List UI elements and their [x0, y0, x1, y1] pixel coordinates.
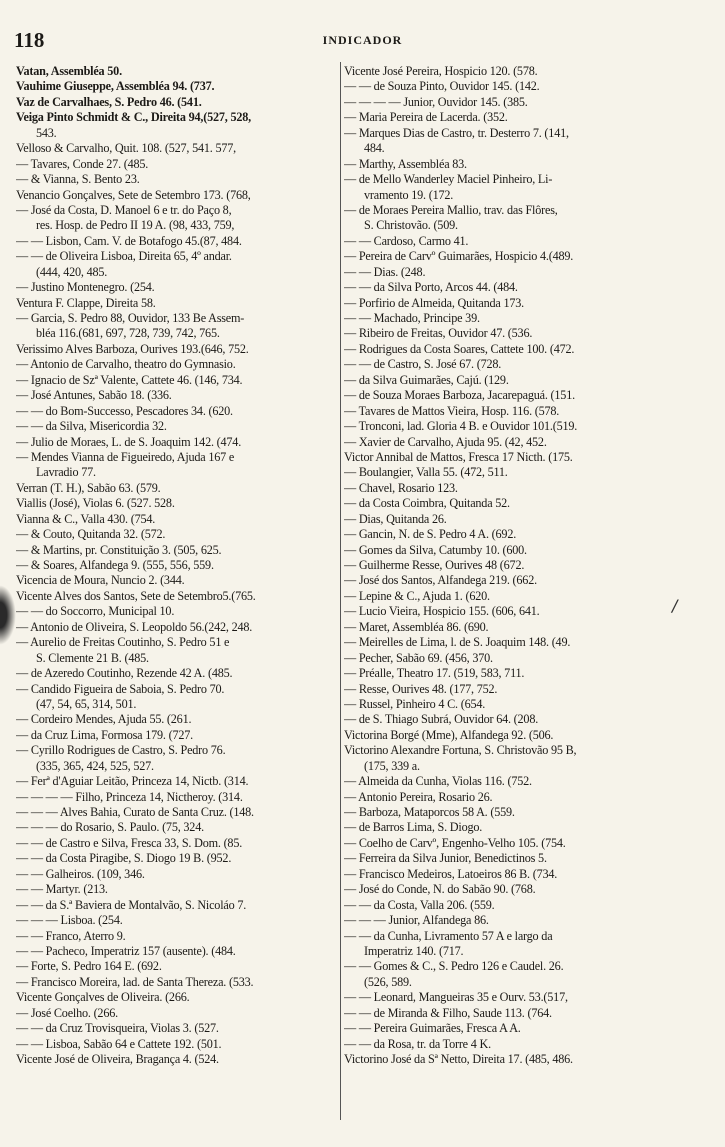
directory-entry-line: — — do Bom-Successo, Pescadores 34. (620.: [16, 403, 233, 418]
directory-entry-line: res. Hosp. de Pedro II 19 A. (98, 433, 759,: [36, 218, 235, 233]
directory-entry-line: Victorina Borgé (Mme), Alfandega 92. (506.: [344, 727, 554, 742]
directory-entry-line: — — — do Rosario, S. Paulo. (75, 324.: [16, 820, 204, 835]
directory-entry-line: — José Antunes, Sabão 18. (336.: [16, 388, 172, 403]
directory-entry-line: — Chavel, Rosario 123.: [344, 480, 458, 495]
directory-entry-line: — Maret, Assembléa 86. (690.: [344, 619, 489, 634]
directory-entry-line: — Ferª d'Aguiar Leitão, Princeza 14, Nictb. (314.: [16, 774, 249, 789]
directory-entry-line: — Tronconi, lad. Gloria 4 B. e Ouvidor 101.(519.: [344, 419, 578, 434]
left-column: [16, 64, 338, 1067]
directory-entry-line: vramento 19. (172.: [364, 187, 454, 202]
directory-entry-line: Vianna & C., Valla 430. (754.: [16, 511, 156, 526]
directory-entry-line: S. Clemente 21 B. (485.: [36, 650, 149, 665]
directory-entry-line: — Gancin, N. de S. Pedro 4 A. (692.: [344, 527, 517, 542]
directory-entry-line: — Cordeiro Mendes, Ajuda 55. (261.: [16, 712, 192, 727]
directory-entry-line: — Antonio de Carvalho, theatro do Gymnasio.: [16, 357, 236, 372]
binding-blot: [0, 585, 16, 645]
directory-entry-line: Victorino José da Sª Netto, Direita 17. (485, 486.: [344, 1052, 573, 1066]
directory-entry-line: — — Cardoso, Carmo 41.: [344, 233, 469, 248]
directory-entry-line: — — da Rosa, tr. da Torre 4 K.: [344, 1036, 491, 1051]
directory-entry-line: S. Christovão. (509.: [364, 218, 458, 233]
directory-entry-line: — — Galheiros. (109, 346.: [16, 866, 145, 881]
directory-entry-line: — da Cruz Lima, Formosa 179. (727.: [16, 727, 194, 742]
directory-entry-line: — — do Soccorro, Municipal 10.: [16, 604, 175, 619]
directory-entry-line: — — — — Filho, Princeza 14, Nictheroy. (314.: [16, 789, 243, 804]
directory-entry-line: Venancio Gonçalves, Sete de Setembro 173. (768,: [16, 187, 251, 202]
directory-entry-line: — Porfirio de Almeida, Quitanda 173.: [344, 295, 524, 310]
directory-entry-line: — Ferreira da Silva Junior, Benedictinos 5.: [344, 851, 547, 866]
directory-entry-line: Imperatriz 140. (717.: [364, 943, 464, 958]
directory-entry-line: (335, 365, 424, 525, 527.: [36, 758, 154, 773]
directory-entry-line: Verissimo Alves Barboza, Ourives 193.(646, 752.: [16, 341, 249, 356]
directory-entry-line: Vicente José Pereira, Hospicio 120. (578.: [344, 64, 538, 78]
directory-entry-line: — — Machado, Principe 39.: [344, 311, 480, 325]
directory-entry-line: 484.: [364, 141, 385, 156]
directory-entry-line: — — da S.ª Baviera de Montalvão, S. Nicoláo 7.: [16, 897, 247, 912]
directory-entry-line: — Meirelles de Lima, l. de S. Joaquim 148. (49.: [344, 635, 571, 650]
directory-entry-line: — Tavares de Mattos Vieira, Hosp. 116. (578.: [344, 403, 560, 418]
directory-entry-line: (526, 589.: [364, 974, 412, 989]
directory-entry-line: — Resse, Ourives 48. (177, 752.: [344, 681, 498, 696]
directory-entry-line: — Antonio Pereira, Rosario 26.: [344, 789, 493, 804]
directory-entry-line: — de Barros Lima, S. Diogo.: [344, 820, 483, 835]
directory-entry-line: — da Costa Coimbra, Quitanda 52.: [344, 496, 510, 511]
directory-entry-line: — Maria Pereira de Lacerda. (352.: [344, 110, 508, 125]
directory-entry-line: — Boulangier, Valla 55. (472, 511.: [344, 465, 508, 480]
page-header: [14, 28, 711, 52]
directory-entry-line: — Ribeiro de Freitas, Ouvidor 47. (536.: [344, 326, 533, 341]
directory-entry-line: — — — — Junior, Ouvidor 145. (385.: [344, 94, 528, 109]
directory-entry-line: — Guilherme Resse, Ourives 48 (672.: [344, 558, 525, 572]
page-number: 118: [14, 28, 45, 52]
directory-entry-line: — da Silva Guimarães, Cajú. (129.: [344, 372, 509, 387]
directory-entry-line: Verran (T. H.), Sabão 63. (579.: [16, 480, 161, 495]
directory-entry-line: — Ignacio de Szª Valente, Cattete 46. (146, 734.: [16, 372, 243, 387]
directory-entry-line: — & Couto, Quitanda 32. (572.: [16, 527, 166, 542]
directory-entry-line: — de Mello Wanderley Maciel Pinheiro, Li-: [344, 172, 553, 187]
directory-entry-line: Vicente José de Oliveira, Bragança 4. (524.: [16, 1052, 219, 1066]
directory-entry-line: — — de Castro e Silva, Fresca 33, S. Dom. (85.: [16, 835, 243, 850]
directory-entry-line: — de S. Thiago Subrá, Ouvidor 64. (208.: [344, 712, 539, 727]
directory-entry-line: Vatan, Assembléa 50.: [16, 64, 122, 78]
directory-entry-line: — Lucio Vieira, Hospicio 155. (606, 641.: [344, 604, 540, 619]
directory-entry-line: — — da Cunha, Livramento 57 A e largo da: [344, 928, 553, 943]
directory-entry-line: — Barboza, Mataporcos 58 A. (559.: [344, 805, 515, 819]
directory-entry-line: — Forte, S. Pedro 164 E. (692.: [16, 959, 162, 974]
directory-entry-line: Vicente Gonçalves de Oliveira. (266.: [16, 990, 190, 1005]
directory-entry-line: Viallis (José), Violas 6. (527. 528.: [16, 496, 175, 511]
directory-entry-line: — Coelho de Carvº, Engenho-Velho 105. (754.: [344, 835, 566, 850]
directory-entry-line: Vaz de Carvalhaes, S. Pedro 46. (541.: [16, 94, 202, 109]
directory-entry-line: 543.: [36, 125, 57, 140]
directory-entry-line: — Mendes Vianna de Figueiredo, Ajuda 167 e: [16, 449, 235, 464]
directory-entry-line: bléa 116.(681, 697, 728, 739, 742, 765.: [36, 326, 220, 341]
directory-entry-line: — — da Silva, Misericordia 32.: [16, 419, 167, 434]
directory-entry-line: — — de Oliveira Lisboa, Direita 65, 4º andar.: [16, 249, 232, 264]
directory-entry-line: Victor Annibal de Mattos, Fresca 17 Nicth. (175.: [344, 449, 573, 464]
directory-entry-line: Vicencia de Moura, Nuncio 2. (344.: [16, 573, 185, 588]
pencil-mark: /: [672, 596, 678, 615]
directory-entry-line: — — da Costa, Valla 206. (559.: [344, 897, 495, 912]
directory-entry-line: — — Lisbon, Cam. V. de Botafogo 45.(87, 484.: [16, 233, 242, 248]
directory-entry-line: — Francisco Medeiros, Latoeiros 86 B. (734.: [344, 866, 558, 881]
directory-entry-line: — Xavier de Carvalho, Ajuda 95. (42, 452.: [344, 434, 547, 449]
directory-entry-line: — & Soares, Alfandega 9. (555, 556, 559.: [16, 558, 214, 572]
directory-entry-line: — & Vianna, S. Bento 23.: [16, 172, 140, 187]
directory-entry-line: (175, 339 a.: [364, 758, 420, 773]
directory-entry-line: — Pecher, Sabão 69. (456, 370.: [344, 650, 493, 665]
directory-entry-line: — Dias, Quitanda 26.: [344, 511, 447, 526]
directory-entry-line: — Rodrigues da Costa Soares, Cattete 100. (472.: [344, 341, 575, 356]
directory-entry-line: — Marques Dias de Castro, tr. Desterro 7. (141,: [344, 125, 569, 140]
directory-entry-line: — Candido Figueira de Saboia, S. Pedro 70.: [16, 681, 225, 696]
directory-entry-line: — Marthy, Assembléa 83.: [344, 156, 467, 171]
directory-entry-line: — José da Costa, D. Manoel 6 e tr. do Paço 8,: [16, 202, 232, 217]
directory-entry-line: — de Azeredo Coutinho, Rezende 42 A. (485.: [16, 666, 233, 681]
directory-entry-line: — — de Castro, S. José 67. (728.: [344, 357, 502, 372]
directory-entry-line: — — Franco, Aterro 9.: [16, 928, 126, 943]
directory-entry-line: — & Martins, pr. Constituição 3. (505, 625.: [16, 542, 222, 557]
directory-entry-line: Velloso & Carvalho, Quit. 108. (527, 541. 577,: [16, 141, 236, 156]
directory-entry-line: — — da Cruz Trovisqueira, Violas 3. (527.: [16, 1021, 219, 1036]
directory-entry-line: — — — Alves Bahia, Curato de Santa Cruz. (148.: [16, 805, 254, 819]
directory-entry-line: — de Souza Moraes Barboza, Jacarepaguá. (151.: [344, 388, 575, 403]
directory-entry-line: — — Lisboa, Sabão 64 e Cattete 192. (501.: [16, 1036, 222, 1051]
directory-entry-line: — Antonio de Oliveira, S. Leopoldo 56.(242, 248.: [16, 619, 253, 634]
directory-entry-line: — Julio de Moraes, L. de S. Joaquim 142. (474.: [16, 434, 242, 449]
directory-entry-line: — — da Costa Piragibe, S. Diogo 19 B. (952.: [16, 851, 232, 866]
directory-entry-line: — Gomes da Silva, Catumby 10. (600.: [344, 542, 527, 557]
directory-entry-line: (47, 54, 65, 314, 501.: [36, 696, 137, 711]
directory-entry-line: — — Pacheco, Imperatriz 157 (ausente). (484.: [16, 943, 236, 958]
directory-entry-line: Lavradio 77.: [36, 465, 96, 480]
directory-entry-line: — — Pereira Guimarães, Fresca A A.: [344, 1021, 521, 1036]
directory-entry-line: — — Leonard, Mangueiras 35 e Ourv. 53.(517,: [344, 990, 568, 1005]
directory-entry-line: — Cyrillo Rodrigues de Castro, S. Pedro 76.: [16, 743, 226, 758]
directory-entry-line: — Almeida da Cunha, Violas 116. (752.: [344, 774, 532, 789]
directory-entry-line: (444, 420, 485.: [36, 264, 108, 279]
directory-entry-line: — Francisco Moreira, lad. de Santa Thereza. (533.: [16, 974, 254, 989]
directory-entry-line: — — — Lisboa. (254.: [16, 913, 123, 928]
running-title: INDICADOR: [322, 33, 403, 47]
directory-entry-line: — Aurelio de Freitas Coutinho, S. Pedro 51 e: [16, 635, 230, 650]
directory-entry-line: Vauhime Giuseppe, Assembléa 94. (737.: [16, 79, 215, 94]
directory-entry-line: — — Martyr. (213.: [16, 882, 108, 897]
directory-entry-line: — José dos Santos, Alfandega 219. (662.: [344, 573, 537, 588]
directory-entry-line: — — Gomes & C., S. Pedro 126 e Caudel. 26.: [344, 959, 564, 974]
directory-entry-line: Vicente Alves dos Santos, Sete de Setembro5.(765.: [16, 588, 256, 603]
directory-entry-line: — — de Souza Pinto, Ouvidor 145. (142.: [344, 79, 540, 94]
directory-entry-line: — José do Conde, N. do Sabão 90. (768.: [344, 882, 536, 897]
directory-entry-line: Ventura F. Clappe, Direita 58.: [16, 295, 156, 310]
directory-entry-line: — Préalle, Theatro 17. (519, 583, 711.: [344, 666, 525, 681]
directory-entry-line: — Tavares, Conde 27. (485.: [16, 156, 149, 171]
directory-entry-line: Veiga Pinto Schmidt & C., Direita 94,(527, 528,: [16, 110, 252, 125]
directory-entry-line: — — da Silva Porto, Arcos 44. (484.: [344, 280, 518, 295]
directory-entry-line: — — de Miranda & Filho, Saude 113. (764.: [344, 1005, 552, 1020]
directory-entry-line: — José Coelho. (266.: [16, 1005, 118, 1020]
column-divider: [340, 62, 341, 1120]
directory-entry-line: Victorino Alexandre Fortuna, S. Christovão 95 B,: [344, 743, 577, 758]
directory-entry-line: — Lepine & C., Ajuda 1. (620.: [344, 588, 490, 603]
directory-entry-line: — — Dias. (248.: [344, 264, 426, 279]
directory-entry-line: — Justino Montenegro. (254.: [16, 280, 155, 295]
directory-entry-line: — Russel, Pinheiro 4 C. (654.: [344, 696, 486, 711]
directory-entry-line: — Garcia, S. Pedro 88, Ouvidor, 133 Be Assem-: [16, 311, 245, 325]
right-column: [344, 64, 716, 1067]
directory-entry-line: — de Moraes Pereira Mallio, trav. das Flôres,: [344, 202, 558, 217]
directory-entry-line: — — — Junior, Alfandega 86.: [344, 913, 489, 928]
directory-entry-line: — Pereira de Carvº Guimarães, Hospicio 4.(489.: [344, 249, 574, 264]
